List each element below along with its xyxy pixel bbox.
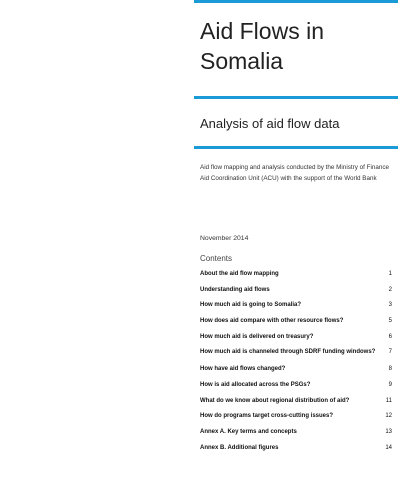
toc-entry[interactable]: [200, 397, 392, 405]
toc-entry-page: 1: [388, 271, 392, 277]
toc-entry-page: 9: [388, 381, 392, 388]
toc-entry-page: 11: [385, 397, 392, 404]
blank-page-area: [0, 0, 190, 500]
toc-entry[interactable]: [200, 270, 392, 278]
toc-entry-label: Annex A. Key terms and concepts: [200, 428, 297, 435]
toc-entry[interactable]: [200, 348, 392, 357]
toc-entry-page: 8: [388, 366, 392, 373]
toc-entry-label: How does aid compare with other resource flows?: [200, 318, 344, 325]
toc-entry-label: Annex B. Additional figures: [200, 444, 279, 451]
document-title: Aid Flows in Somalia: [200, 18, 324, 74]
toc-entry-page: 3: [388, 302, 392, 309]
accent-rule-subtitle: [194, 146, 398, 149]
toc-entry[interactable]: [200, 286, 392, 294]
toc-entry-label: About the aid flow mapping: [200, 271, 279, 277]
toc-entry-page: 2: [388, 286, 392, 293]
toc-entry[interactable]: [200, 365, 392, 373]
document-date: November 2014: [200, 235, 249, 242]
contents-heading: Contents: [200, 254, 233, 263]
toc-entry[interactable]: [200, 381, 392, 389]
toc-entry[interactable]: [200, 317, 392, 325]
toc-entry-label: How do programs target cross-cutting issues?: [200, 413, 334, 420]
document-description: Aid flow mapping and analysis conducted by the Ministry of Finance Aid Coordination Unit (ACU) with the support of the World Bank: [200, 164, 390, 182]
document-subtitle: Analysis of aid flow data: [200, 116, 340, 131]
toc-entry-label: How much aid is going to Somalia?: [200, 302, 302, 309]
toc-entry-label: How is aid allocated across the PSGs?: [200, 381, 311, 388]
toc-entry-page: 12: [385, 413, 392, 420]
toc-entry[interactable]: [200, 444, 392, 452]
toc-entry[interactable]: [200, 333, 392, 341]
toc-entry-page: 6: [388, 333, 392, 340]
toc-entry[interactable]: [200, 301, 392, 309]
toc-entry-label: Understanding aid flows: [200, 286, 270, 293]
toc-entry-label: How have aid flows changed?: [200, 366, 286, 373]
toc-entry-label: What do we know about regional distribution of aid?: [200, 397, 350, 404]
toc-entry-page: 13: [385, 428, 392, 435]
toc-entry-page: 14: [385, 444, 392, 451]
accent-rule-top: [194, 0, 398, 3]
toc-entry[interactable]: [200, 412, 392, 420]
toc-entry-label: How much aid is delivered on treasury?: [200, 333, 314, 340]
toc-entry[interactable]: [200, 428, 392, 436]
table-of-contents: [200, 270, 392, 459]
cover-column: [194, 0, 398, 500]
toc-entry-page: 5: [388, 318, 392, 325]
toc-entry-page: 7: [388, 349, 392, 356]
toc-entry-label: How much aid is channeled through SDRF funding windows?: [200, 349, 376, 356]
accent-rule-title: [194, 96, 398, 99]
